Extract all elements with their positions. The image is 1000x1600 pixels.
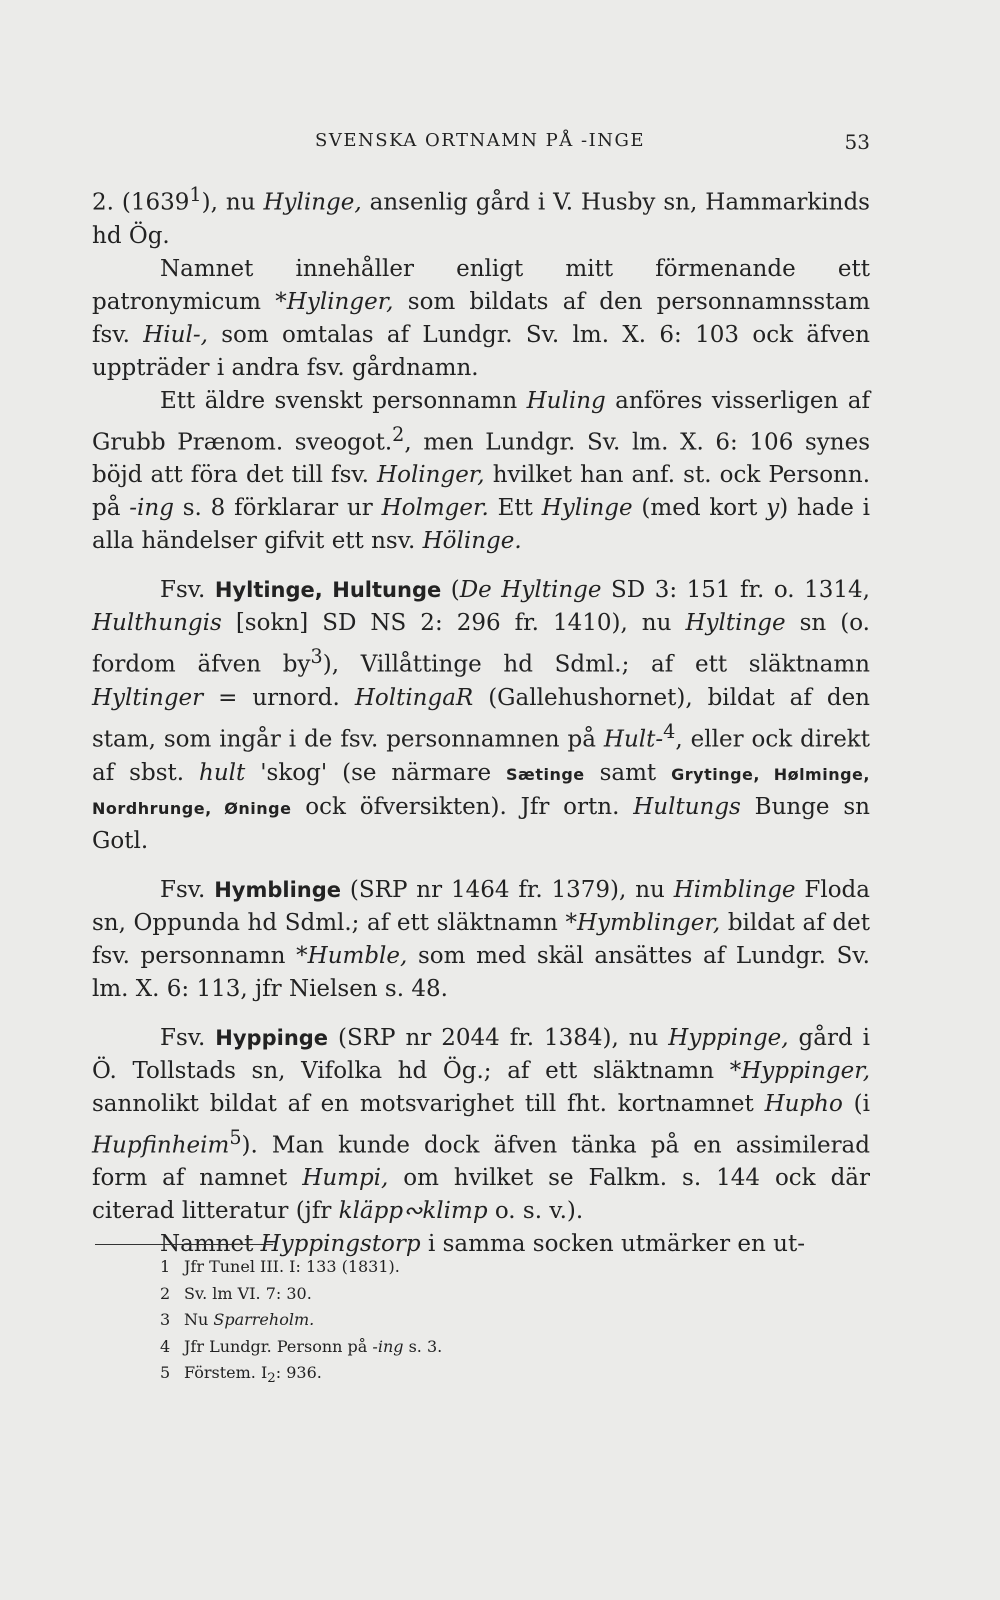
footnote-2: 2 Sv. lm VI. 7: 30. <box>160 1283 312 1303</box>
footnote-divider <box>95 1244 273 1245</box>
footnote-1: 1 Jfr Tunel III. I: 133 (1831). <box>160 1257 400 1276</box>
headword-hyppinge: Hyppinge <box>215 1025 329 1050</box>
page-number: 53 <box>844 130 870 154</box>
entry-hylinge-paragraph-3: Ett äldre svenskt personnamn Huling anföres visserligen af Grubb Prænom. sveogot.$^2$, men Lundgr. Sv. lm. X. 6: 106 synes böjd att föra det till fsv. Holinger, hvilket han anf. st. ock Personn. på -ing s. 8 förklarar ur Holmger. Ett Hylinge (med kort y) hade i alla händelser gifvit ett nsv. Hölinge. <box>92 387 871 555</box>
running-title: SVENSKA ORTNAMN PÅ -INGE <box>315 130 645 151</box>
entry-hylinge-intro: 2. (1639$^1$), nu Hylinge, ansenlig gård i V. Husby sn, Hammarkinds hd Ög. <box>92 183 870 249</box>
entry-hyppinge-paragraph-2: Namnet Hyppingstorp i samma socken utmärker en ut- <box>160 1231 805 1258</box>
headword-hyltinge: Hyltinge, Hultunge <box>214 578 442 603</box>
footnote-ref-4[interactable]: 4 <box>663 719 676 743</box>
entry-hylinge-paragraph-2: Namnet innehåller enligt mitt förmenande ett patronymicum *Hylinger, som bildats af den personnamnsstam fsv. Hiul-, som omtalas af Lundgr. Sv. lm. X. 6: 103 ock äfven uppträder i andra fsv. gårdnamn. <box>92 255 870 381</box>
entry-hymblinge: Fsv. Hymblinge (SRP nr 1464 fr. 1379), nu Himblinge Floda sn, Oppunda hd Sdml.; af ett släktnamn *Hymblinger, bildat af det fsv. personnamn *Humble, som med skäl ansättes af Lundgr. Sv. lm. X. 6: 113, jfr Nielsen s. 48. <box>92 876 870 1002</box>
footnote-ref-1[interactable]: 1 <box>189 183 202 206</box>
footnote-4: 4 Jfr Lundgr. Personn på -ing s. 3. <box>160 1336 443 1356</box>
footnote-ref-3[interactable]: 3 <box>310 645 323 669</box>
cross-ref-saetinge[interactable]: Sætinge <box>506 764 585 784</box>
footnote-ref-5[interactable]: 5 <box>229 1125 242 1149</box>
footnotes <box>160 1254 760 1393</box>
footnote-3: 3 Nu Sparreholm. <box>160 1310 315 1329</box>
entry-hyppinge: Fsv. Hyppinge (SRP nr 2044 fr. 1384), nu Hyppinge, gård i Ö. Tollstads sn, Vifolka hd Ög.; af ett släktnamn *Hyppinger, sannolikt bildat af en motsvarighet till fht. kortnamnet Hupho (i Hupfinheim$^5$). Man kunde dock äfven tänka på en assimilerad form af namnet Humpi, om hvilket se Falkm. s. 144 ock där citerad litteratur (jfr kläpp∾klimp o. s. v.). <box>92 1024 870 1225</box>
cross-ref-list[interactable]: Grytinge, Hølminge, Nordhrunge, Øninge <box>92 764 870 818</box>
entry-hyltinge: Fsv. Hyltinge, Hultunge (De Hyltinge SD 3: 151 fr. o. 1314, Hulthungis [sokn] SD NS 2: 296 fr. 1410), nu Hyltinge sn (o. fordom äfven $by^3$), Villåttinge hd Sdml.; af ett släktnamn Hyltinger = urnord. HoltingaR (Gallehushornet), bildat af den stam, som ingår i de fsv. personnamnen på Hult-$^4$, eller ock direkt af sbst. hult 'skog' (se närmare Sætinge samt Grytinge, Hølminge, Nordhrunge, Øninge ock öfversikten). Jfr ortn. Hultungs Bunge sn Gotl. <box>92 577 870 854</box>
headword-hymblinge: Hymblinge <box>214 877 342 902</box>
main-text <box>92 178 870 1261</box>
footnote-ref-2[interactable]: 2 <box>392 422 405 446</box>
footnote-5: 5 Förstem. $I_2$: 936. <box>160 1363 322 1387</box>
running-header <box>90 130 870 154</box>
